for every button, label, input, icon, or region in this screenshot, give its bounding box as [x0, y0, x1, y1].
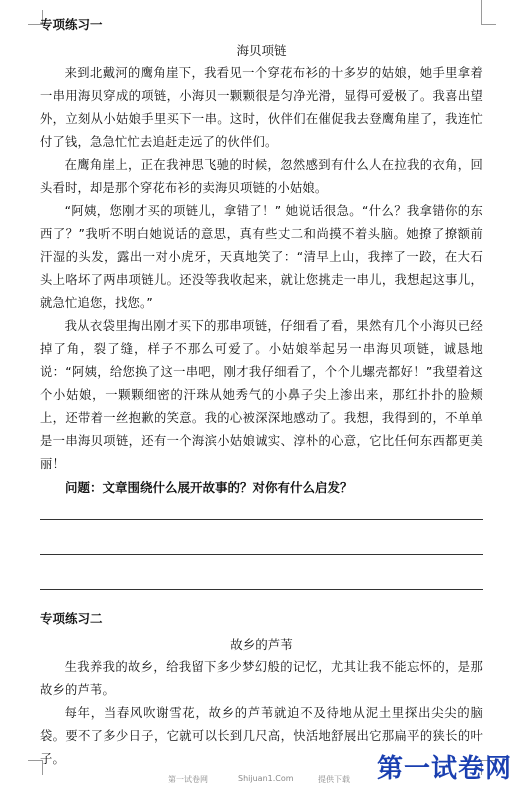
site-watermark: 第一试卷网: [376, 754, 512, 784]
crop-mark-top-right: [481, 0, 496, 25]
section1-question: 问题：文章围绕什么展开故事的？对你有什么启发？: [65, 480, 353, 495]
section1-paragraph-1: 来到北戴河的鹰角崖下，我看见一个穿花布衫的十多岁的姑娘，她手里拿着一串用海贝穿成的项链，小海贝一颗颗很是匀净光滑，显得可爱极了。我喜出望外，立刻从小姑娘手里买下一串。这时，伙伴们在催促我去登鹰角崖了，我连忙付了钱，急急忙忙去追赶走远了的伙伴们。: [40, 66, 483, 149]
section1-heading: 专项练习一: [40, 17, 103, 32]
section1-paragraph-2: 在鹰角崖上，正在我神思飞驰的时候，忽然感到有什么人在拉我的衣角，回头看时，却是那个穿花布衫的卖海贝项链的小姑娘。: [40, 158, 483, 195]
section2-paragraph-2: 每年，当春风吹谢雪花，故乡的芦苇就迫不及待地从泥土里探出尖尖的脑袋。要不了多少日子，它就可以长到几尺高，快活地舒展出它那扁平的狭长的叶子。: [40, 706, 483, 766]
footer-center-text: Shijuan1.Com: [238, 774, 294, 783]
section2-heading: 专项练习二: [40, 611, 103, 626]
footer-right-text: 提供下载: [318, 775, 350, 784]
section2-paragraph-1: 生我养我的故乡，给我留下多少梦幻般的记忆，尤其让我不能忘怀的，是那故乡的芦苇。: [40, 660, 483, 697]
section1-paragraph-3: “阿姨，您刚才买的项链儿，拿错了！” 她说话很急。“什么？我拿错你的东西了？”我听不明白她说话的意思，真有些丈二和尚摸不着头脑。她撩了撩额前汗湿的头发，露出一对小虎牙，天真地笑了：“清早上山，我摔了一跤，在大石头上咯坏了两串项链儿。还没等我收起来，就让您挑走一串儿，我想起这事儿，就急忙追您，找您。”: [40, 204, 483, 310]
document-body: [40, 14, 483, 771]
footer-left-text: 第一试卷网: [168, 775, 208, 784]
section1-article-title: 海贝项链: [236, 43, 287, 58]
section1-paragraph-4: 我从衣袋里掏出刚才买下的那串项链，仔细看了看，果然有几个小海贝已经掉了角，裂了缝，样子不那么可爱了。小姑娘举起另一串海贝项链，诚恳地说：“阿姨，给您换了这一串吧，刚才我仔细看了，个个儿螺壳都好！”我望着这个小姑娘，一颗颗细密的汗珠从她秀气的小鼻子尖上渗出来，那红扑扑的脸颊上，还带着一丝抱歉的笑意。我的心被深深地感动了。我想，我得到的，不单单是一串海贝项链，还有一个海滨小姑娘诚实、淳朴的心意，它比任何东西都更美丽！: [40, 319, 483, 471]
section2-article-title: 故乡的芦苇: [230, 637, 293, 652]
